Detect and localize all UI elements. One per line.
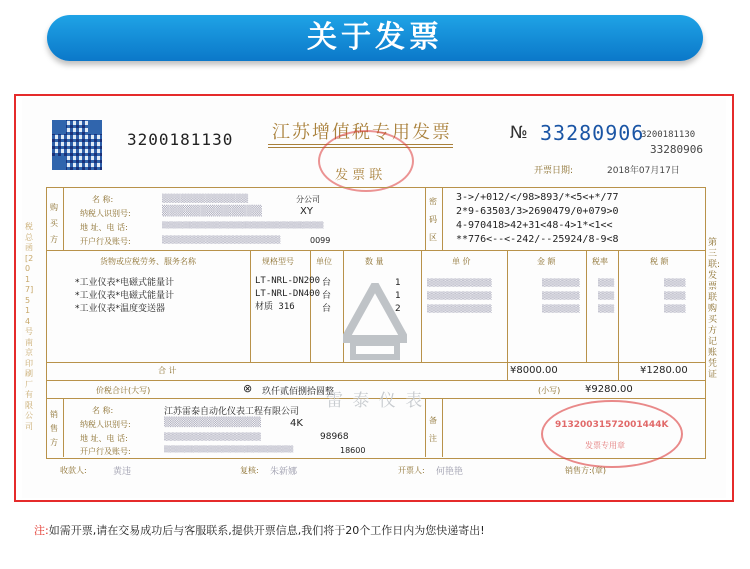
price-blur: ▒▒▒▒▒▒▒▒▒▒▒▒ ▒▒▒▒▒▒▒▒▒▒▒▒ ▒▒▒▒▒▒▒▒▒▒▒▒ (427, 279, 492, 313)
seller-bank-blur: ▒▒▒▒▒▒▒▒▒▒▒▒▒▒▒▒▒▒▒▒▒▒▒▒▒▒▒▒ (164, 446, 294, 453)
item-name: *工业仪表*温度变送器 (75, 304, 166, 314)
watermark-text: 雷 泰 仪 表 (326, 391, 425, 411)
seller-seal-label: 发票专用章 (585, 441, 625, 450)
grid-line (46, 380, 705, 381)
grid-line (250, 250, 251, 362)
item-name: *工业仪表*电磁式能量计 (75, 291, 175, 301)
seller-bank-label: 开户行及账号: (80, 447, 131, 456)
buyer-bank-blur: ▒▒▒▒▒▒▒▒▒▒▒▒▒▒▒▒▒▒▒▒▒▒ (162, 236, 281, 244)
grid-line (618, 250, 619, 380)
seller-taxid-label: 纳税人识别号: (80, 420, 131, 429)
buyer-side-label: 购买方 (50, 203, 58, 244)
payee-label: 收款人: (60, 466, 87, 475)
cipher-label: 密码区 (429, 197, 437, 242)
banner-title: 关于发票 (307, 20, 443, 55)
buyer-bank-value: 0099 (310, 236, 331, 245)
grid-line (421, 250, 422, 362)
seller-taxid-value: 4K (290, 418, 303, 429)
seller-addr-blur: ▒▒▒▒▒▒▒▒▒▒▒▒▒▒▒▒▒▒ (164, 433, 261, 441)
cipher-line: 3->/+012/</98>893/*<5<+*/77 (456, 192, 619, 203)
buyer-name-label: 名 称: (92, 195, 114, 204)
tax-blur: ▒▒▒▒ ▒▒▒▒ ▒▒▒▒ (664, 279, 686, 313)
grid-line (442, 398, 443, 457)
buyer-taxid-label: 纳税人识别号: (80, 209, 131, 218)
seller-seal-sign-label: 销售方:(章) (565, 466, 606, 475)
grand-total-small-label: (小写) (538, 386, 561, 395)
item-unit: 台 (322, 304, 332, 314)
buyer-name-blur: ▒▒▒▒▒▒▒▒▒▒▒▒▒▒ (162, 194, 249, 203)
invoice-right-code2: 33280906 (650, 143, 703, 156)
header-tax: 税 额 (650, 257, 669, 266)
amount-blur: ▒▒▒▒▒▒▒ ▒▒▒▒▒▒▒ ▒▒▒▒▒▒▒ (542, 279, 580, 313)
amount-total: ¥8000.00 (510, 365, 558, 376)
header-spec: 规格型号 (262, 257, 294, 266)
header-banner (47, 15, 703, 61)
buyer-bank-label: 开户行及账号: (80, 237, 131, 246)
seller-name-value: 江苏雷泰自动化仪表工程有限公司 (164, 407, 300, 417)
seller-seal-code: 91320031572001444K (555, 420, 669, 430)
header-qty: 数 量 (365, 257, 384, 266)
item-qty: 2 (395, 304, 401, 314)
total-label: 合 计 (158, 366, 177, 375)
header-unit: 单位 (316, 257, 332, 266)
seller-taxid-blur: ▒▒▒▒▒▒▒▒▒▒▒▒▒▒ (164, 418, 261, 428)
grid-line (425, 398, 426, 457)
invoice-number: 33280906 (540, 121, 645, 145)
tax-total: ¥1280.00 (640, 365, 688, 376)
invoice-header-code: 3200181130 (127, 130, 234, 149)
header-amount: 金 额 (537, 257, 556, 266)
buyer-name-value: 分公司 (296, 195, 320, 204)
review-label: 复核: (240, 466, 259, 475)
item-unit: 台 (322, 291, 332, 301)
watermark-logo-icon (343, 283, 407, 367)
issuer-label: 开票人: (398, 466, 425, 475)
invoice-date-value: 2018年07月17日 (607, 166, 680, 176)
invoice-subtitle: 发 票 联 (335, 168, 383, 183)
seller-name-label: 名 称: (92, 406, 114, 415)
seller-seal (541, 400, 683, 468)
grid-line (425, 187, 426, 250)
side-printer-label: 税总函[2017]514号南京印刷厂有限公司 (25, 222, 34, 431)
item-spec: LT-NRL-DN200 (255, 276, 321, 286)
invoice-right-code1: 3200181130 (641, 130, 696, 140)
invoice-title: 江苏增值税专用发票 (272, 122, 452, 143)
issuer-value: 何艳艳 (436, 467, 464, 477)
cipher-line: 2*9-63503/3>2690479/0+079>0 (456, 206, 619, 217)
buyer-addr-blur: ▒▒▒▒▒▒▒▒▒▒▒▒▒▒▒▒▒▒▒▒▒▒▒▒▒▒▒▒▒▒▒▒▒▒▒ (162, 222, 324, 229)
tax-office-seal (318, 130, 414, 192)
grand-total-label: 价税合计(大写) (96, 386, 151, 395)
grid-line (63, 187, 64, 250)
item-qty: 1 (395, 278, 401, 288)
grand-total-symbol-icon: ⊗ (243, 382, 253, 395)
rate-blur: ▒▒▒ ▒▒▒ ▒▒▒ (598, 279, 615, 313)
note (34, 522, 485, 538)
item-name: *工业仪表*电磁式能量计 (75, 278, 175, 288)
header-taxrate: 税率 (592, 257, 608, 266)
grid-line (63, 398, 64, 457)
header-price: 单 价 (452, 257, 471, 266)
remark-label: 备注 (429, 416, 437, 443)
cipher-line: **776<--<-242/--25924/8-9<8 (456, 234, 619, 245)
grand-total-small-value: ¥9280.00 (585, 384, 633, 395)
item-spec: LT-NRL-DN400 (255, 289, 321, 299)
note-prefix: 注: (34, 524, 49, 537)
item-spec: 材质 316 (255, 302, 295, 312)
buyer-addr-label: 地 址、电 话: (80, 223, 128, 232)
seller-addr-label: 地 址、电 话: (80, 434, 128, 443)
item-unit: 台 (322, 278, 332, 288)
buyer-taxid-value: XY (300, 206, 313, 217)
seller-bank-value: 18600 (340, 446, 366, 455)
grid-line (442, 187, 443, 250)
grid-line (586, 250, 587, 362)
cipher-line: 4-970418>42+31<48-4>1*<1<< (456, 220, 613, 231)
side-copy-label: 第三联:发票联 购买方记账凭证 (708, 238, 721, 380)
seller-addr-value: 98968 (320, 432, 349, 442)
payee-value: 黄违 (113, 467, 132, 477)
item-qty: 1 (395, 291, 401, 301)
invoice-date-label: 开票日期: (534, 166, 574, 176)
qr-code-icon (52, 120, 102, 170)
grid-line (507, 250, 508, 380)
note-text: 如需开票,请在交易成功后与客服联系,提供开票信息,我们将于20个工作日内为您快递寄出! (48, 524, 485, 537)
header-goods: 货物或应税劳务、服务名称 (100, 257, 196, 266)
invoice-no-symbol: № (510, 123, 528, 143)
grand-total-uppercase: 玖仟贰佰捌拾圆整 (262, 387, 335, 397)
seller-side-label: 销售方 (50, 410, 58, 447)
buyer-taxid-blur: ▒▒▒▒▒▒▒▒▒▒▒▒▒ (162, 206, 262, 217)
grid-line (46, 250, 705, 251)
review-value: 朱新娜 (270, 467, 298, 477)
